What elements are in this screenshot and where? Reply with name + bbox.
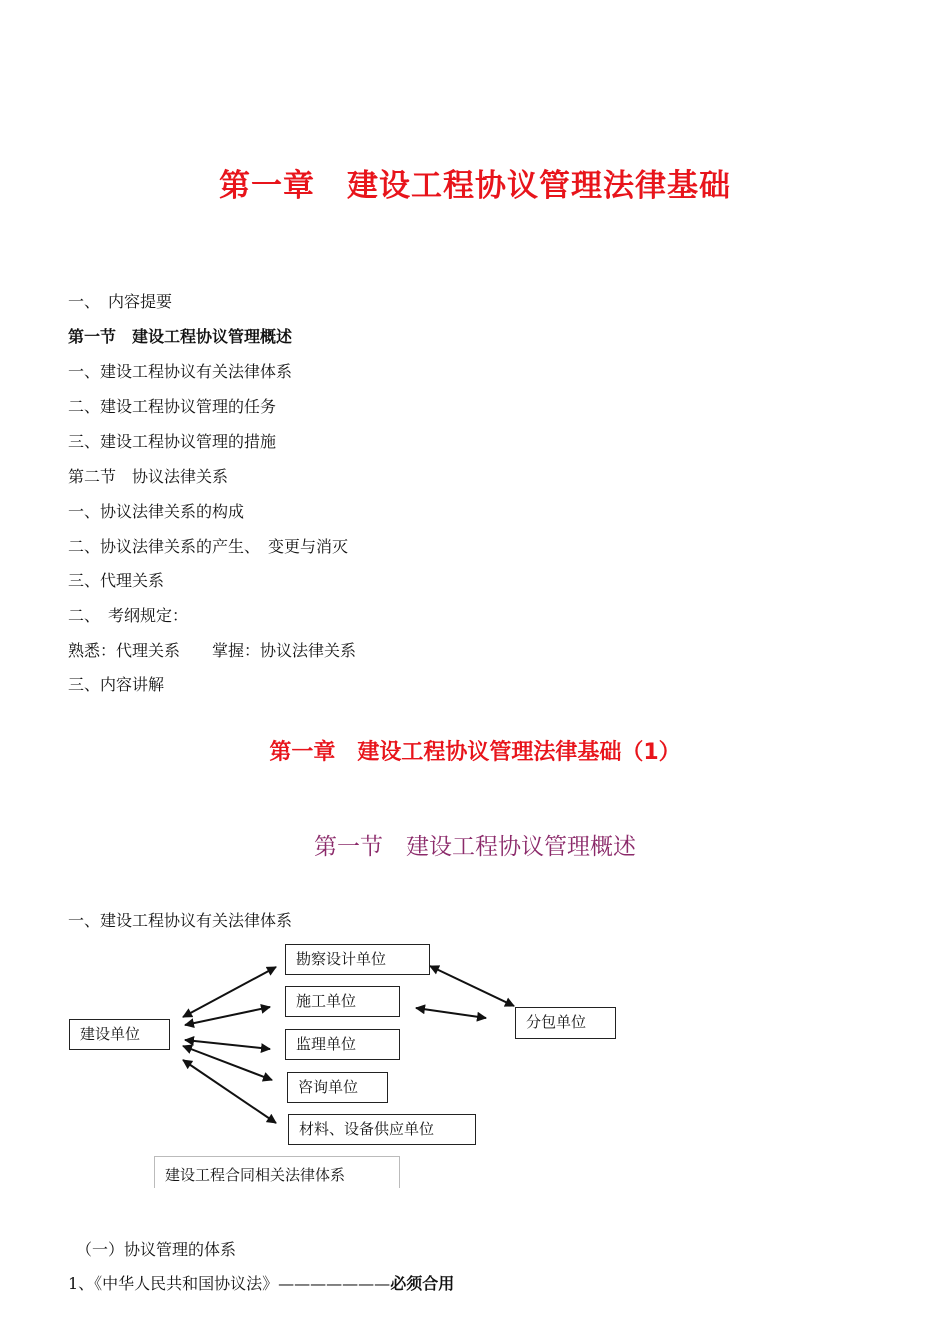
- toc-line: 熟悉：代理关系 掌握：协议法律关系: [68, 641, 357, 660]
- arrow-owner-supervision: [185, 1040, 270, 1049]
- box-supervision: 监理单位: [285, 1029, 400, 1060]
- toc-line: 第二节 协议法律关系: [68, 467, 229, 486]
- arrow-survey-subcontractor: [430, 966, 514, 1006]
- box-owner: 建设单位: [69, 1019, 170, 1050]
- box-construction: 施工单位: [285, 986, 400, 1017]
- box-survey-design: 勘察设计单位: [285, 944, 430, 975]
- item-1-emphasis: 必须合用: [390, 1274, 455, 1293]
- arrow-construction-subcontractor: [416, 1008, 486, 1018]
- toc-line: 一、协议法律关系的构成: [68, 502, 245, 521]
- chapter-title: 第一章 建设工程协议管理法律基础: [219, 168, 731, 204]
- item-1: [68, 1274, 454, 1294]
- toc-line: 第一节 建设工程协议管理概述: [68, 327, 293, 346]
- toc-line: 三、建设工程协议管理的措施: [68, 432, 277, 451]
- diagram-heading: 一、建设工程协议有关法律体系: [68, 911, 293, 930]
- box-subcontractor: 分包单位: [515, 1007, 616, 1039]
- toc-line: 二、 考纲规定：: [68, 606, 189, 625]
- arrow-owner-supplier: [183, 1060, 276, 1123]
- toc-line: 一、 内容提要: [68, 292, 173, 311]
- toc-line: 三、内容讲解: [68, 675, 165, 694]
- box-supplier: 材料、设备供应单位: [288, 1114, 476, 1145]
- arrow-owner-consulting: [183, 1046, 272, 1080]
- toc-line: 一、建设工程协议有关法律体系: [68, 362, 293, 381]
- chapter-subtitle: 第一章 建设工程协议管理法律基础（1）: [269, 740, 681, 765]
- diagram-caption: 建设工程合同相关法律体系: [154, 1156, 400, 1188]
- toc-line: 二、协议法律关系的产生、 变更与消灭: [68, 537, 349, 556]
- toc-line: 二、建设工程协议管理的任务: [68, 397, 277, 416]
- item-1-text: 1、《中华人民共和国协议法》———————: [68, 1274, 391, 1293]
- section-title: 第一节 建设工程协议管理概述: [314, 834, 636, 860]
- subheading: （一）协议管理的体系: [76, 1240, 237, 1259]
- toc-line: 三、代理关系: [68, 571, 165, 590]
- box-consulting: 咨询单位: [287, 1072, 388, 1103]
